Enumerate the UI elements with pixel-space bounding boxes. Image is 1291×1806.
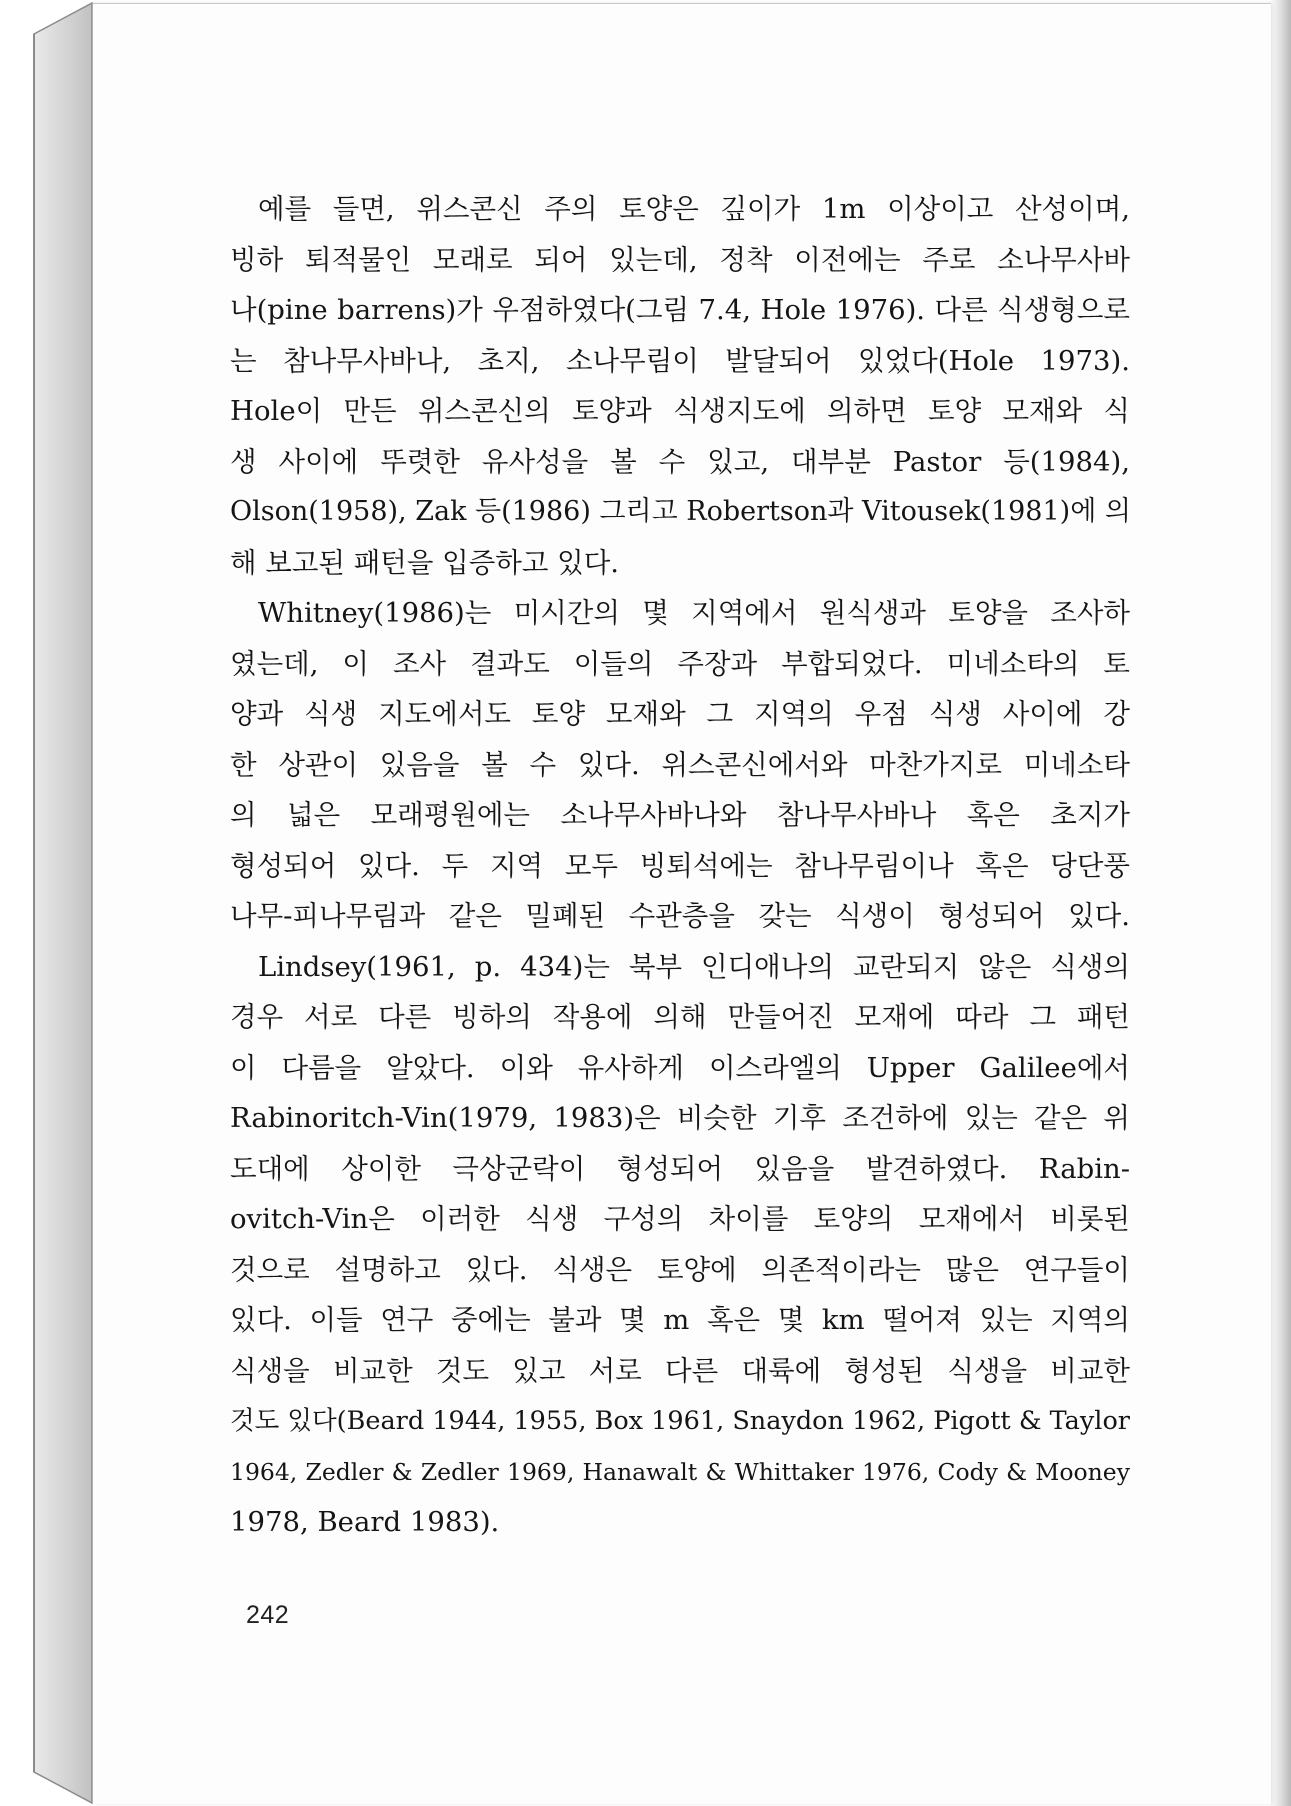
text-line: 였는데, 이 조사 결과도 이들의 주장과 부합되었다. 미네소타의 토 (230, 647, 1130, 680)
text-line: Lindsey(1961, p. 434)는 북부 인디애나의 교란되지 않은 식생의 (258, 950, 1130, 983)
text-line: 예를 들면, 위스콘신 주의 토양은 깊이가 1m 이상이고 산성이며, (258, 193, 1130, 225)
text-line: 빙하 퇴적물인 모래로 되어 있는데, 정착 이전에는 주로 소나무사바 (230, 243, 1130, 276)
text-line: 것으로 설명하고 있다. 식생은 토양에 의존적이라는 많은 연구들이 (230, 1253, 1130, 1286)
text-line: 나(pine barrens)가 우점하였다(그림 7.4, Hole 1976). 다른 식생형으로 (230, 294, 1130, 326)
text-line: 것도 있다(Beard 1944, 1955, Box 1961, Snaydon 1962, Pigott & Taylor (230, 1406, 1130, 1436)
text-line: Whitney(1986)는 미시간의 몇 지역에서 원식생과 토양을 조사하 (258, 597, 1130, 629)
text-line: 해 보고된 패턴을 입증하고 있다. (230, 546, 620, 579)
text-line: Hole이 만든 위스콘신의 토양과 식생지도에 의하면 토양 모재와 식 (230, 395, 1130, 427)
text-line: 의 넓은 모래평원에는 소나무사바나와 참나무사바나 혹은 초지가 (230, 799, 1130, 831)
text-line: Rabinoritch-Vin(1979, 1983)은 비슷한 기후 조건하에 있는 같은 위 (230, 1102, 1130, 1134)
text-line: 형성되어 있다. 두 지역 모두 빙퇴석에는 참나무림이나 혹은 당단풍 (230, 849, 1130, 882)
body-text (230, 184, 1130, 1548)
text-line: 생 사이에 뚜렷한 유사성을 볼 수 있고, 대부분 Pastor 등(1984), (230, 445, 1130, 478)
text-line: 1978, Beard 1983). (230, 1506, 500, 1538)
text-line: 이 다름을 알았다. 이와 유사하게 이스라엘의 Upper Galilee에서 (230, 1051, 1130, 1084)
text-line: ovitch-Vin은 이러한 식생 구성의 차이를 토양의 모재에서 비롯된 (230, 1203, 1130, 1235)
text-line: 한 상관이 있음을 볼 수 있다. 위스콘신에서와 마찬가지로 미네소타 (230, 748, 1130, 781)
page-edge-shadow (1269, 0, 1291, 1806)
text-line: 식생을 비교한 것도 있고 서로 다른 대륙에 형성된 식생을 비교한 (230, 1354, 1130, 1387)
text-line: 1964, Zedler & Zedler 1969, Hanawalt & Whittaker 1976, Cody & Mooney (230, 1457, 1130, 1486)
book-page (92, 3, 1271, 1804)
text-line: 양과 식생 지도에서도 토양 모재와 그 지역의 우점 식생 사이에 강 (230, 698, 1130, 730)
text-line: Olson(1958), Zak 등(1986) 그리고 Robertson과 Vitousek(1981)에 의 (230, 496, 1131, 527)
book-spine (0, 0, 100, 1806)
page-number: 242 (246, 1601, 290, 1629)
text-line: 나무-피나무림과 같은 밀폐된 수관층을 갖는 식생이 형성되어 있다. (230, 900, 1130, 932)
text-line: 경우 서로 다른 빙하의 작용에 의해 만들어진 모재에 따라 그 패턴 (230, 1001, 1130, 1033)
text-line: 는 참나무사바나, 초지, 소나무림이 발달되어 있었다(Hole 1973). (230, 344, 1130, 377)
text-line: 도대에 상이한 극상군락이 형성되어 있음을 발견하였다. Rabin- (230, 1152, 1130, 1185)
text-line: 있다. 이들 연구 중에는 불과 몇 m 혹은 몇 km 떨어져 있는 지역의 (230, 1304, 1130, 1336)
